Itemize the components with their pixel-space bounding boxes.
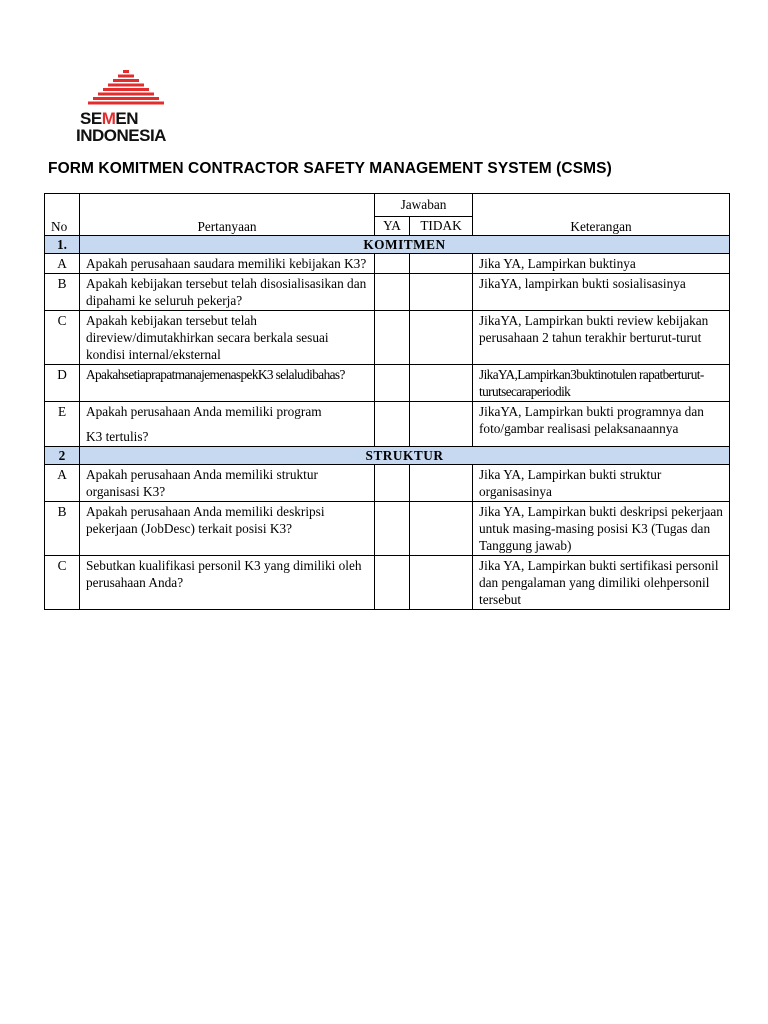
- row-code: E: [45, 402, 80, 447]
- semen-indonesia-logo: [76, 68, 176, 148]
- row-question: ApakahsetiaprapatmanajemenaspekK3 selaludibahas?: [80, 365, 375, 402]
- table-row: [45, 365, 730, 402]
- header-yes: YA: [375, 217, 410, 236]
- row-code: C: [45, 311, 80, 365]
- answer-yes-cell[interactable]: [375, 556, 410, 610]
- row-code: B: [45, 502, 80, 556]
- row-code: A: [45, 465, 80, 502]
- row-question: Sebutkan kualifikasi personil K3 yang dimiliki oleh perusahaan Anda?: [80, 556, 375, 610]
- answer-yes-cell[interactable]: [375, 311, 410, 365]
- header-answer: Jawaban: [375, 194, 473, 217]
- table-row: [45, 502, 730, 556]
- row-remark: JikaYA,Lampirkan3buktinotulen rapatberturut-turutsecaraperiodik: [473, 365, 730, 402]
- answer-yes-cell[interactable]: [375, 254, 410, 274]
- table-header-row: [45, 194, 730, 217]
- row-remark: JikaYA, lampirkan bukti sosialisasinya: [473, 274, 730, 311]
- row-code: C: [45, 556, 80, 610]
- answer-no-cell[interactable]: [410, 274, 473, 311]
- answer-no-cell[interactable]: [410, 311, 473, 365]
- answer-no-cell[interactable]: [410, 365, 473, 402]
- table-row: [45, 254, 730, 274]
- answer-no-cell[interactable]: [410, 465, 473, 502]
- row-question: Apakah perusahaan Anda memiliki deskripsi pekerjaan (JobDesc) terkait posisi K3?: [80, 502, 375, 556]
- table-row: [45, 465, 730, 502]
- answer-no-cell[interactable]: [410, 402, 473, 447]
- row-remark: Jika YA, Lampirkan buktinya: [473, 254, 730, 274]
- row-code: A: [45, 254, 80, 274]
- row-question: Apakah perusahaan Anda memiliki struktur organisasi K3?: [80, 465, 375, 502]
- logo-mark-icon: [76, 68, 176, 113]
- row-question: Apakah kebijakan tersebut telah direview/dimutakhirkan secara berkala sesuai kondisi internal/eksternal: [80, 311, 375, 365]
- section-title: STRUKTUR: [80, 447, 730, 465]
- row-remark: Jika YA, Lampirkan bukti struktur organisasinya: [473, 465, 730, 502]
- table-row: [45, 556, 730, 610]
- form-title: FORM KOMITMEN CONTRACTOR SAFETY MANAGEMENT SYSTEM (CSMS): [48, 160, 612, 177]
- row-question: Apakah perusahaan saudara memiliki kebijakan K3?: [80, 254, 375, 274]
- header-no: No: [45, 194, 80, 236]
- answer-yes-cell[interactable]: [375, 402, 410, 447]
- row-remark: Jika YA, Lampirkan bukti sertifikasi personil dan pengalaman yang dimiliki olehpersonil tersebut: [473, 556, 730, 610]
- table-row: [45, 311, 730, 365]
- answer-no-cell[interactable]: [410, 556, 473, 610]
- answer-yes-cell[interactable]: [375, 274, 410, 311]
- header-remarks: Keterangan: [473, 194, 730, 236]
- row-remark: Jika YA, Lampirkan bukti deskripsi pekerjaan untuk masing-masing posisi K3 (Tugas dan Tanggung jawab): [473, 502, 730, 556]
- section-row-struktur: [45, 447, 730, 465]
- row-question: [80, 402, 375, 447]
- header-no-answer: TIDAK: [410, 217, 473, 236]
- section-title: KOMITMEN: [80, 236, 730, 254]
- row-remark: JikaYA, Lampirkan bukti review kebijakan perusahaan 2 tahun terakhir berturut-turut: [473, 311, 730, 365]
- header-question: Pertanyaan: [80, 194, 375, 236]
- row-code: D: [45, 365, 80, 402]
- section-row-komitmen: [45, 236, 730, 254]
- answer-no-cell[interactable]: [410, 254, 473, 274]
- logo-text-indonesia: INDONESIA: [76, 126, 166, 145]
- row-question: Apakah kebijakan tersebut telah disosialisasikan dan dipahami ke seluruh pekerja?: [80, 274, 375, 311]
- section-number: 2: [45, 447, 80, 465]
- section-number: 1.: [45, 236, 80, 254]
- row-code: B: [45, 274, 80, 311]
- answer-no-cell[interactable]: [410, 502, 473, 556]
- row-question-line2: K3 tertulis?: [86, 429, 149, 444]
- table-row: [45, 274, 730, 311]
- answer-yes-cell[interactable]: [375, 365, 410, 402]
- row-remark: JikaYA, Lampirkan bukti programnya dan foto/gambar realisasi pelaksanaannya: [473, 402, 730, 447]
- logo-text-semen: SEMEN: [80, 109, 138, 128]
- answer-yes-cell[interactable]: [375, 502, 410, 556]
- table-row: [45, 402, 730, 447]
- row-question-line1: Apakah perusahaan Anda memiliki program: [86, 404, 322, 419]
- answer-yes-cell[interactable]: [375, 465, 410, 502]
- csms-table: [44, 193, 730, 610]
